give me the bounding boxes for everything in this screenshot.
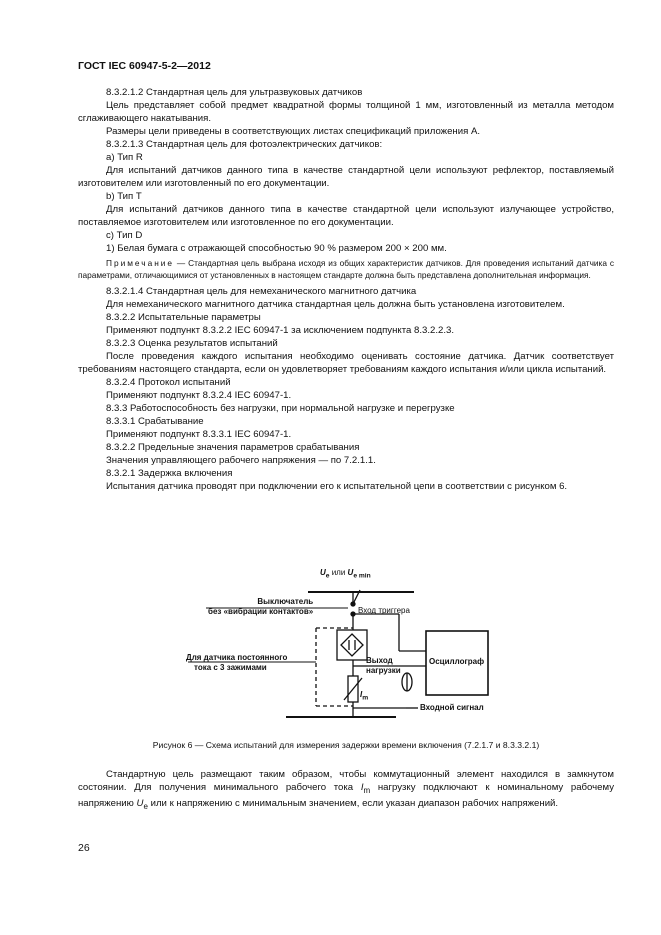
load-output-label: Выход нагрузки xyxy=(366,656,401,675)
paragraph: Размеры цели приведены в соответствующих листах спецификаций приложения А. xyxy=(106,126,481,137)
minimum-current-label: $I_m$ xyxy=(360,690,369,702)
paragraph: Для немеханического магнитного датчика стандартная цель должна быть установлена изготовителем. xyxy=(106,299,565,311)
switch-label: Выключатель без «вибрации контактов» xyxy=(208,597,314,616)
supply-voltage-label: $U_e$ или $U_{e min}$ xyxy=(320,568,371,580)
paragraph: После проведения каждого испытания необходимо оценивать состояние датчика. Датчик соответствует требованиям настоящего стандарта, если он удовлетворяет требованиям каждого испытания и/или цикла испытаний. xyxy=(78,351,614,376)
figure-6-circuit xyxy=(178,566,508,736)
paragraph: Применяют подпункт 8.3.2.4 IEC 60947-1. xyxy=(106,390,292,402)
sensor-diamond xyxy=(341,634,363,656)
paragraph: 1) Белая бумага с отражающей способностью 90 % размером 200 × 200 мм. xyxy=(106,243,447,254)
clause-8-3-3-1-heading: 8.3.3.1 Срабатывание xyxy=(106,416,204,428)
note-text: — Стандартная цель выбрана исходя из общих характеристик датчиков. Для проведения испытаний датчика с параметрами, отличающимися от установленных в настоящем стандарте должна быть представлена дополнительная информация. xyxy=(78,258,614,280)
clause-8-3-2-1-4-heading: 8.3.2.1.4 Стандартная цель для немеханического магнитного датчика xyxy=(106,286,417,298)
paragraph: Стандартную цель размещают таким образом, чтобы коммутационный элемент находился в замкнутом состоянии. Для получения минимального рабочего тока $I_m$ нагрузку подключают к номинальному рабочему напряжению $U_e$ или к напряжению с минимальным значением, если указан диапазон рабочих напряжений. xyxy=(78,769,614,811)
figure-caption: Рисунок 6 — Схема испытаний для измерения задержки времени включения (7.2.1.7 и 8.3.3.2.1) xyxy=(152,740,540,750)
clause-heading: 8.3.2.2 Предельные значения параметров срабатывания xyxy=(106,442,360,454)
clause-8-3-2-4-heading: 8.3.2.4 Протокол испытаний xyxy=(106,377,231,389)
page-number: 26 xyxy=(78,842,90,854)
clause-8-3-3-heading: 8.3.3 Работоспособность без нагрузки, при нормальной нагрузке и перегрузке xyxy=(106,403,455,415)
oscillograph-label: Осциллограф xyxy=(429,657,485,666)
paragraph: Цель представляет собой предмет квадратной формы толщиной 1 мм, изготовленный из металла методом сглаживающего накатывания. xyxy=(78,100,614,124)
clause-8-3-2-1-3-heading: 8.3.2.1.3 Стандартная цель для фотоэлектрических датчиков: xyxy=(106,139,383,150)
closing-text xyxy=(78,768,614,813)
paragraph: Испытания датчика проводят при подключении его к испытательной цепи в соответствии с рисунком 6. xyxy=(106,481,568,493)
clause-heading: 8.3.2.1 Задержка включения xyxy=(106,468,233,480)
trigger-input-label: Вход триггера xyxy=(358,606,410,615)
note xyxy=(78,258,614,281)
paragraph: Для испытаний датчиков данного типа в качестве стандартной цели используют излучающее устройство, поставляемое изготовителем или изготовленное по его документации. xyxy=(78,204,614,228)
paragraph: Для испытаний датчиков данного типа в качестве стандартной цели используют рефлектор, поставляемый изготовителем или изготовленный по его документации. xyxy=(78,165,614,189)
list-item-type-d: с) Тип D xyxy=(106,230,143,241)
list-item-type-r: а) Тип R xyxy=(106,152,143,163)
clause-8-3-2-1-2-heading: 8.3.2.1.2 Стандартная цель для ультразвуковых датчиков xyxy=(106,87,363,98)
note-label: Примечание xyxy=(106,258,175,268)
paragraph: Применяют подпункт 8.3.3.1 IEC 60947-1. xyxy=(106,429,292,441)
clause-8-3-2-2-heading: 8.3.2.2 Испытательные параметры xyxy=(106,312,261,324)
main-text xyxy=(78,86,614,493)
clause-8-3-2-3-heading: 8.3.2.3 Оценка результатов испытаний xyxy=(106,338,278,350)
dc-sensor-label: Для датчика постоянного тока с 3 зажимами xyxy=(186,653,288,672)
paragraph: Применяют подпункт 8.3.2.2 IEC 60947-1 за исключением подпункта 8.3.2.2.3. xyxy=(106,325,455,337)
input-signal-label: Входной сигнал xyxy=(420,703,484,712)
list-item-type-t: b) Тип Т xyxy=(106,191,142,202)
paragraph: Значения управляющего рабочего напряжения — по 7.2.1.1. xyxy=(106,455,376,467)
document-id-header: ГОСТ IEC 60947-5-2—2012 xyxy=(78,60,211,72)
